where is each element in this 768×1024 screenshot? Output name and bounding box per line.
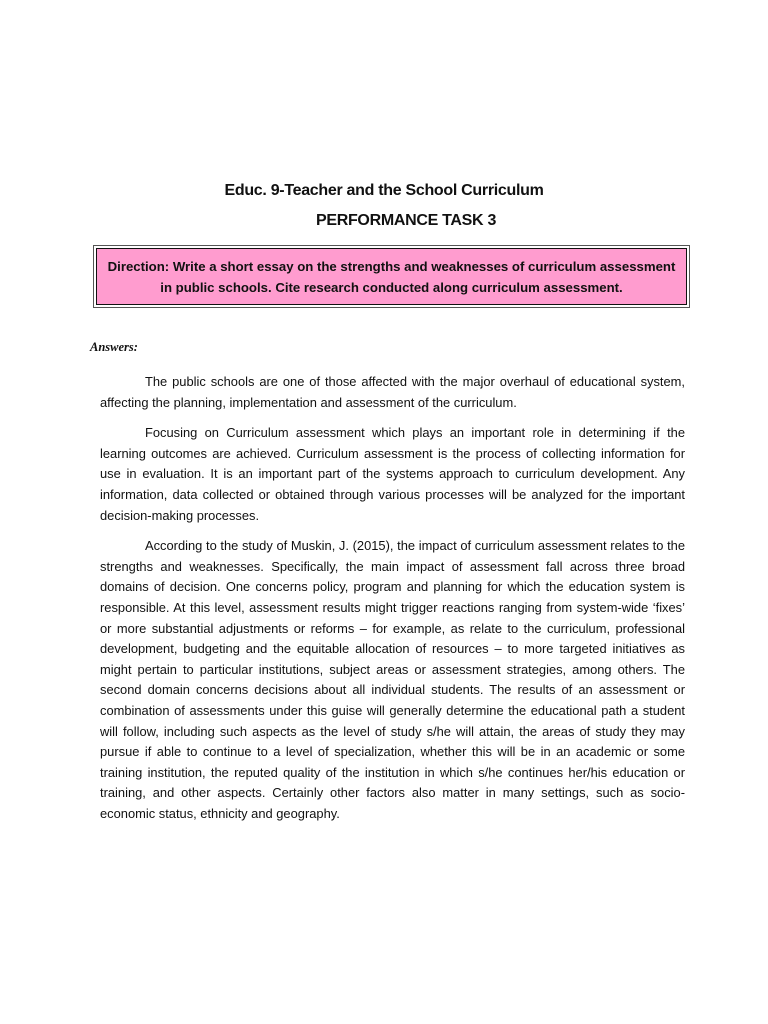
essay-body — [100, 372, 685, 834]
direction-text: Direction: Write a short essay on the strengths and weaknesses of curriculum assessment in public schools. Cite research conducted along curriculum assessment. — [107, 258, 676, 295]
direction-box — [96, 248, 687, 305]
essay-paragraph: Focusing on Curriculum assessment which plays an important role in determining if the learning outcomes are achieved. Curriculum assessment is the process of collecting information for use in evaluation. It is an important part of the systems approach to curriculum development. Any information, data collected or obtained through various processes will be analyzed for the important decision-making processes. — [100, 425, 685, 523]
essay-paragraph: The public schools are one of those affected with the major overhaul of educational system, affecting the planning, implementation and assessment of the curriculum. — [100, 374, 685, 410]
essay-paragraph: According to the study of Muskin, J. (2015), the impact of curriculum assessment relates to the strengths and weaknesses. Specifically, the main impact of assessment fall across three broad domains of decision. One concerns policy, program and planning for which the education system is responsible. At this level, assessment results might trigger reactions ranging from system-wide ‘fixes’ or more substantial adjustments or reforms – for example, as relate to the curriculum, professional development, budgeting and the equitable allocation of resources – to more targeted initiatives as might pertain to particular institutions, subject areas or assessment strategies, among others. The second domain concerns decisions about all individual students. The results of an assessment or combination of assessments under this guise will generally determine the educational path a student will follow, including such aspects as the level of study s/he will attain, the areas of study they may pursue if able to continue to a level of specialization, whether this will be in an academic or some training institution, the reputed quality of the institution in which s/he continues her/his education or training, and other aspects. Certainly other factors also matter in many settings, such as socio-economic status, ethnicity and geography. — [100, 538, 685, 821]
performance-task-title: PERFORMANCE TASK 3 — [315, 212, 497, 229]
course-title: Educ. 9-Teacher and the School Curriculum — [224, 182, 544, 199]
answers-label: Answers: — [90, 340, 138, 354]
